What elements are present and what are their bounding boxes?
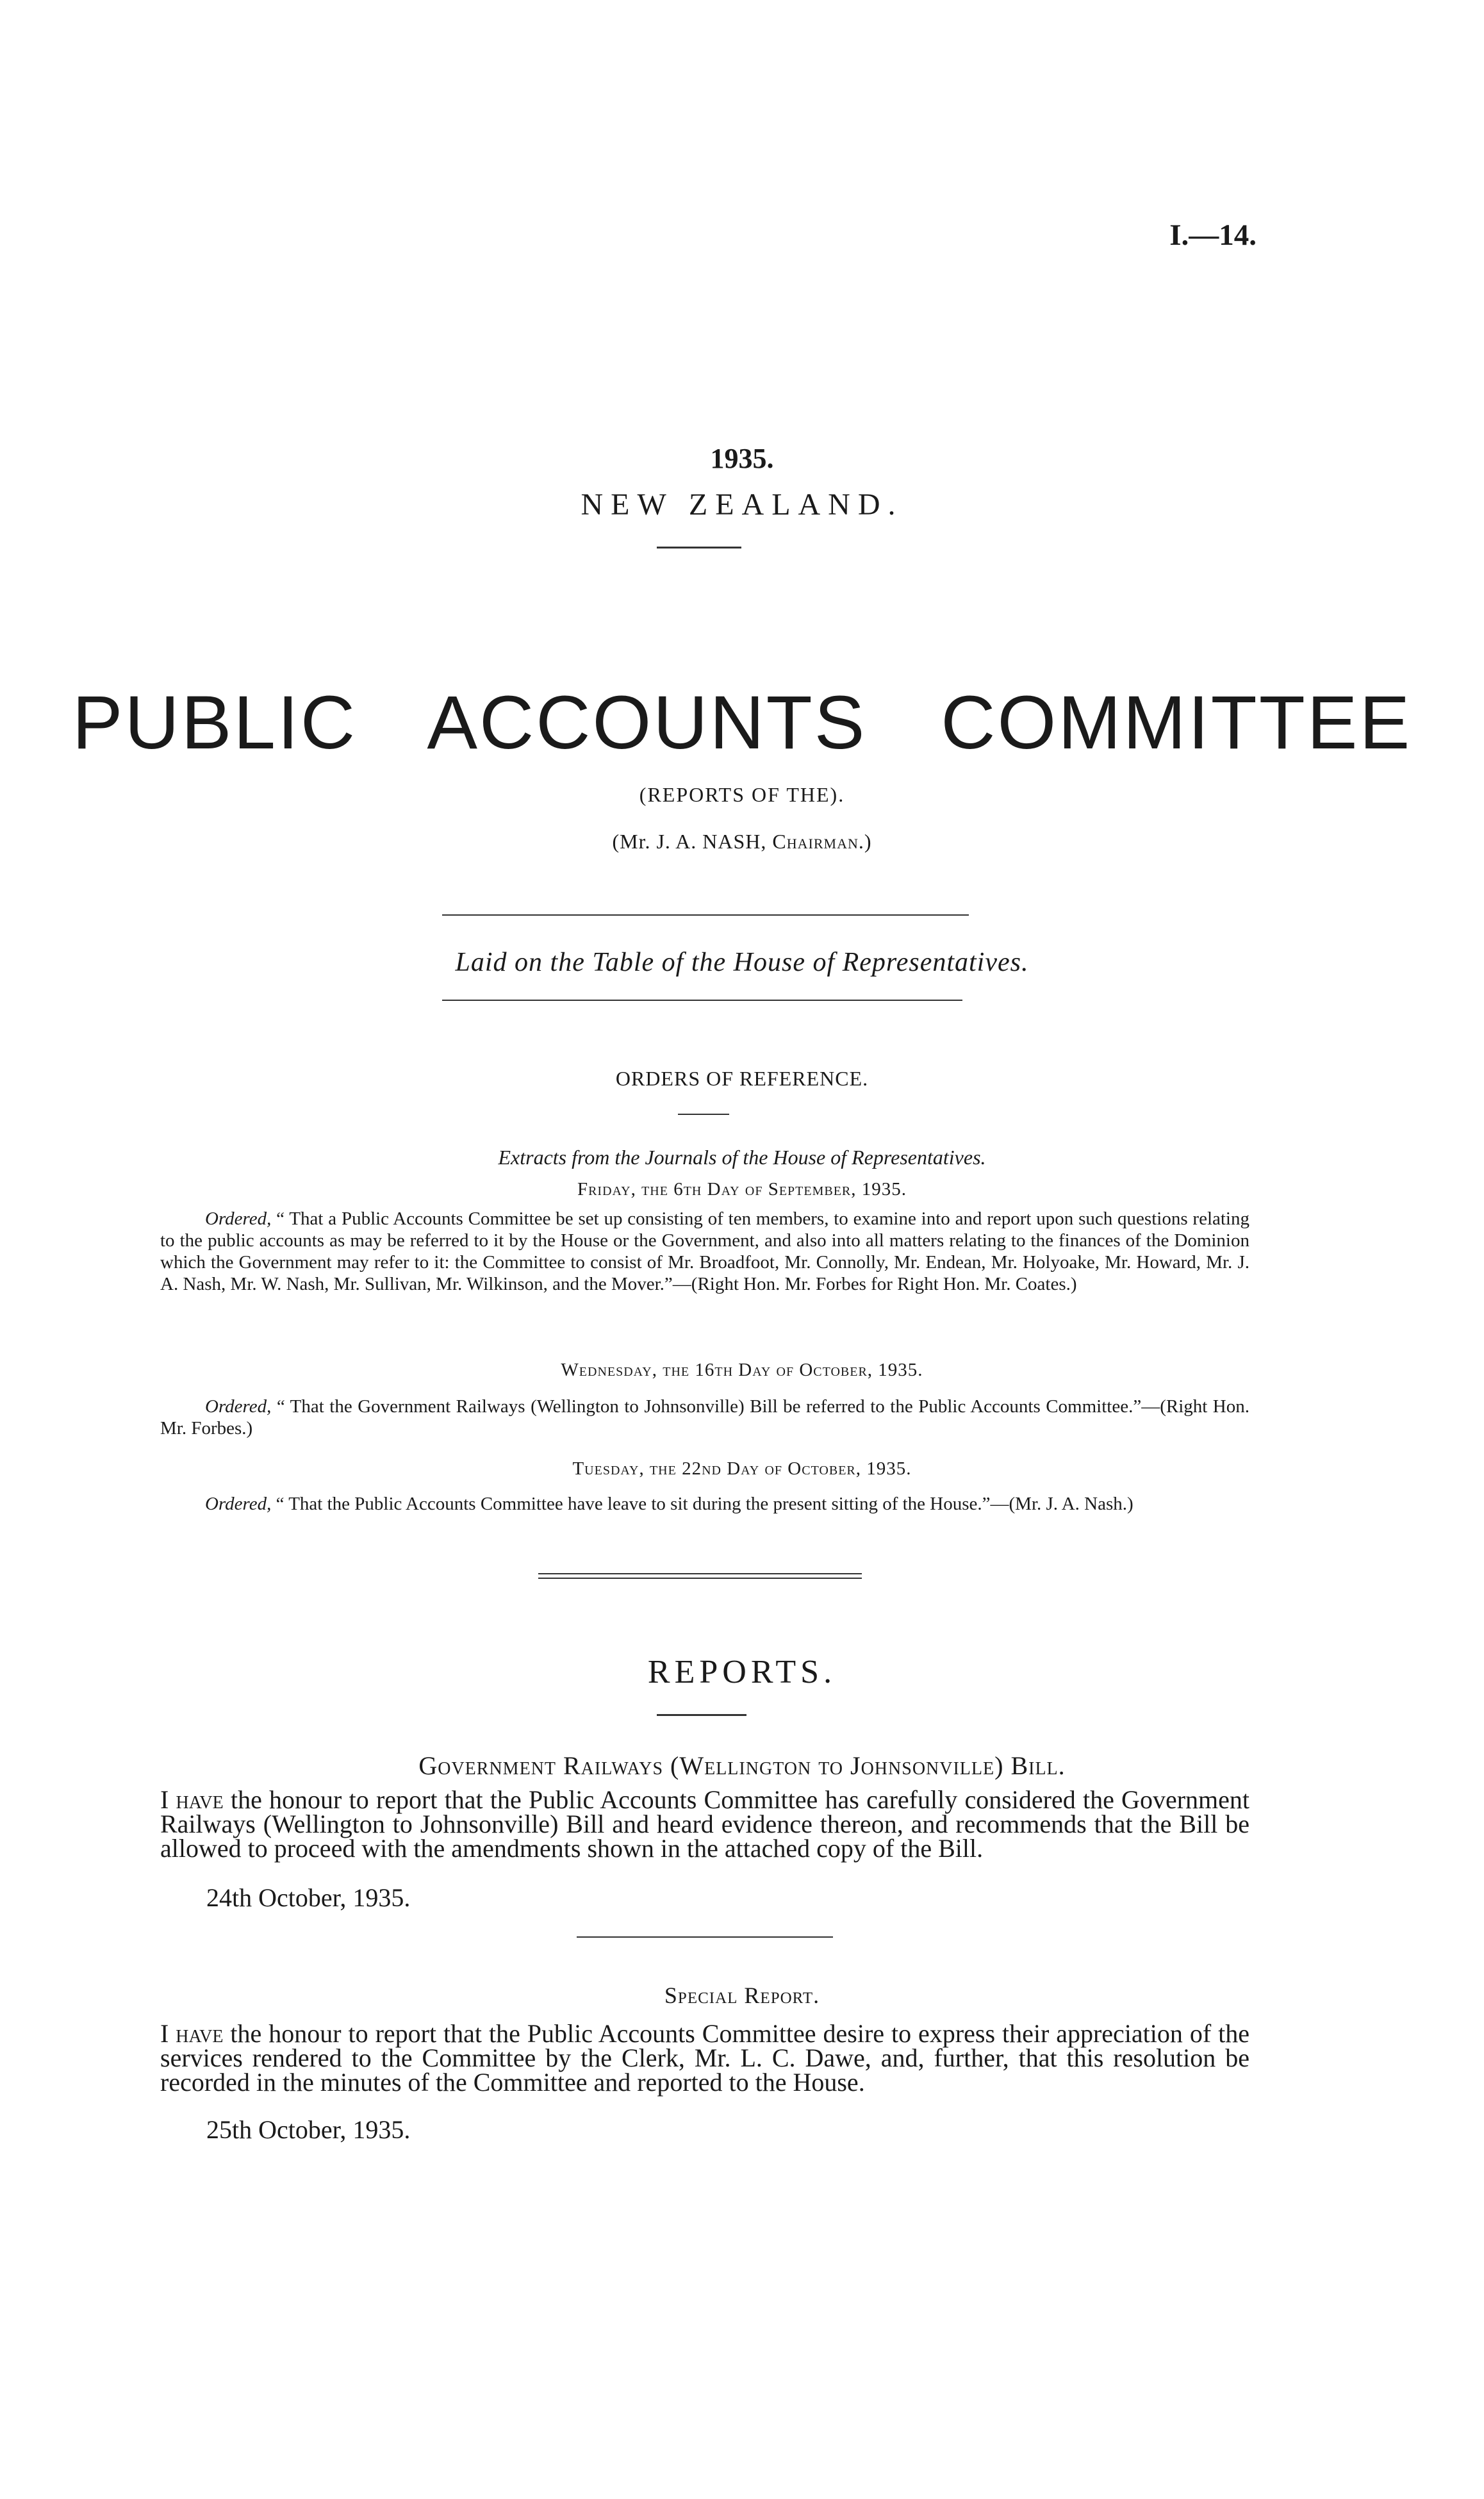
- divider: [442, 1000, 962, 1001]
- document-number: I.—14.: [1169, 219, 1257, 252]
- order-date: Friday, the 6th Day of September, 1935.: [577, 1179, 907, 1200]
- order-text: “ That the Government Railways (Wellington to Johnsonville) Bill be referred to the Public Accounts Committee.”—(Right Hon. Mr. Forbes.): [160, 1396, 1249, 1439]
- extracts-line: Extracts from the Journals of the House of Representatives.: [498, 1146, 986, 1169]
- order-entry: [160, 1493, 1249, 1515]
- order-date: Wednesday, the 16th Day of October, 1935.: [561, 1360, 923, 1380]
- report-paragraph: [160, 1785, 1249, 1863]
- order-entry: [160, 1208, 1249, 1295]
- report-text: the honour to report that the Public Accounts Committee desire to express their appreciation of the services rendered to the Committee by the Clerk, Mr. L. C. Dawe, and, further, that this resolution be recorded in the minutes of the Committee and reported to the House.: [160, 2019, 1249, 2097]
- ordered-label: Ordered,: [205, 1396, 272, 1417]
- order-date: Tuesday, the 22nd Day of October, 1935.: [572, 1458, 912, 1479]
- subtitle: (REPORTS OF THE).: [639, 783, 845, 806]
- special-report-heading: Special Report.: [664, 1983, 820, 2008]
- year: 1935.: [710, 443, 774, 474]
- chairman-name: (Mr. J. A. NASH,: [612, 830, 773, 853]
- chairman-title: Chairman: [772, 830, 859, 853]
- divider: [577, 1936, 833, 1938]
- main-title: PUBLIC ACCOUNTS COMMITTEE: [72, 680, 1412, 765]
- report-text: the honour to report that the Public Accounts Committee has carefully considered the Government Railways (Wellington to Johnsonville) Bill and heard evidence thereon, and recommends that the Bill be allowed to proceed with the amendments shown in the attached copy of the Bill.: [160, 1785, 1249, 1863]
- divider: [442, 914, 969, 916]
- chairman-close: .): [858, 830, 872, 853]
- order-text: “ That the Public Accounts Committee have leave to sit during the present sitting of the House.”—(Mr. J. A. Nash.): [271, 1494, 1134, 1514]
- report-paragraph: [160, 2019, 1249, 2097]
- bill-heading: Government Railways (Wellington to Johnsonville) Bill.: [418, 1751, 1066, 1780]
- ordered-label: Ordered,: [205, 1208, 272, 1229]
- chairman-line: [0, 830, 1484, 854]
- divider: [657, 1714, 746, 1716]
- report-date: 24th October, 1935.: [206, 1883, 411, 1912]
- divider: [538, 1578, 862, 1579]
- laid-on-table: Laid on the Table of the House of Representatives.: [455, 948, 1029, 977]
- report-lead: I have: [160, 1785, 224, 1814]
- divider: [538, 1573, 862, 1574]
- ordered-label: Ordered,: [205, 1494, 272, 1514]
- orders-heading: ORDERS OF REFERENCE.: [615, 1067, 869, 1090]
- report-lead: I have: [160, 2019, 224, 2048]
- order-text: “ That a Public Accounts Committee be set up consisting of ten members, to examine into and report upon such questions relating to the public accounts as may be referred to it by the House or the Government, and also into all matters relating to the finances of the Dominion which the Government may refer to it: the Committee to consist of Mr. Broadfoot, Mr. Connolly, Mr. Endean, Mr. Holyoake, Mr. Howard, Mr. J. A. Nash, Mr. W. Nash, Mr. Sullivan, Mr. Wilkinson, and the Mover.”—(Right Hon. Mr. Forbes for Right Hon. Mr. Coates.): [160, 1208, 1249, 1294]
- divider: [657, 547, 741, 548]
- divider: [678, 1114, 729, 1115]
- reports-heading: REPORTS.: [647, 1654, 837, 1690]
- country-heading: NEW ZEALAND.: [581, 488, 903, 522]
- order-entry: [160, 1396, 1249, 1439]
- report-date: 25th October, 1935.: [206, 2115, 411, 2144]
